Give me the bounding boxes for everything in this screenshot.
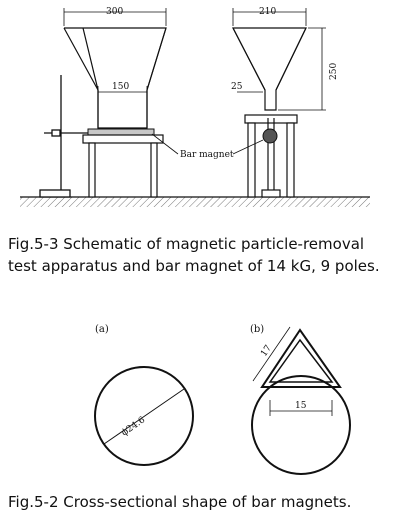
dim-25: 25	[231, 82, 243, 92]
figure-5-3-caption: Fig.5-3 Schematic of magnetic particle-removal test apparatus and bar magnet of 14 kG, 9 poles.	[8, 235, 380, 275]
panel-b-label: (b)	[250, 324, 265, 335]
dim-250: 250	[329, 62, 339, 80]
ground-floor	[20, 197, 370, 207]
panel-a-label: (a)	[95, 324, 109, 335]
dim-300: 300	[106, 7, 124, 17]
dim-150: 150	[112, 82, 130, 92]
dim-diameter: ϕ24.6	[119, 415, 148, 439]
left-magnet-tray	[88, 129, 154, 135]
dim-15: 15	[295, 401, 307, 411]
bar-magnet-label: Bar magnet	[180, 150, 234, 160]
bar-magnet-section	[263, 129, 277, 143]
left-hopper	[64, 28, 166, 128]
dim-210: 210	[259, 7, 277, 17]
right-table	[245, 115, 297, 197]
left-table	[83, 135, 163, 197]
right-hopper	[233, 28, 306, 110]
magnet-a-cross-section	[95, 367, 193, 465]
dim-17: 17	[259, 343, 274, 359]
figure-5-2-caption: Fig.5-2 Cross-sectional shape of bar magnets.	[8, 493, 352, 511]
